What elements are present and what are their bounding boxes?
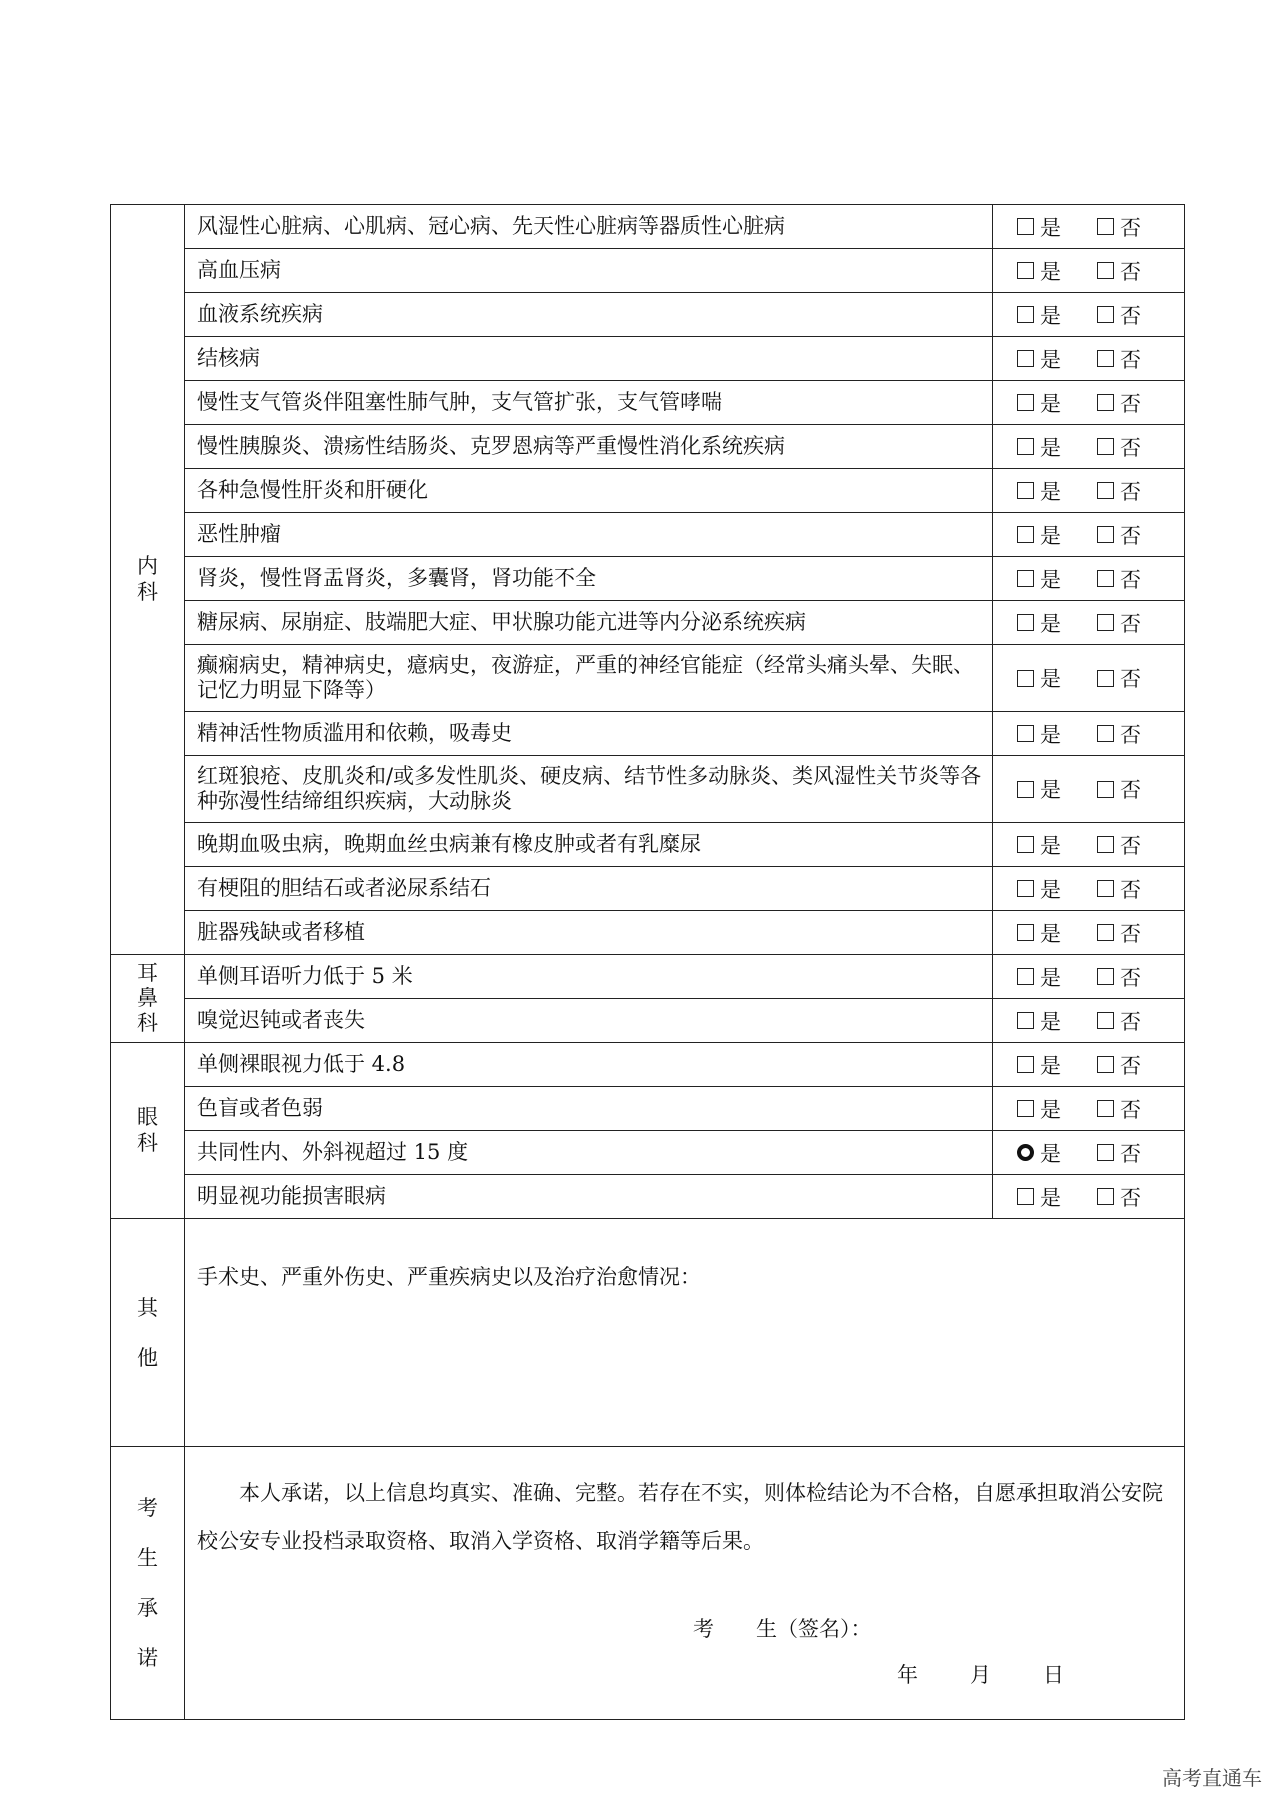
table-row bbox=[111, 205, 1185, 249]
table-row bbox=[111, 955, 1185, 999]
no-label: 否 bbox=[1120, 347, 1141, 372]
condition-item: 癫痫病史，精神病史，癔病史，夜游症，严重的神经官能症（经常头痛头晕、失眠、记忆力明显下降等） bbox=[185, 645, 993, 712]
table-row bbox=[111, 867, 1185, 911]
category-promise-char: 承 bbox=[137, 1596, 158, 1620]
yes-no-options bbox=[993, 205, 1185, 249]
table-row bbox=[111, 756, 1185, 823]
yes-checkbox[interactable] bbox=[1017, 1100, 1034, 1117]
yes-label: 是 bbox=[1040, 479, 1061, 504]
no-checkbox[interactable] bbox=[1097, 880, 1114, 897]
yes-label: 是 bbox=[1040, 347, 1061, 372]
health-declaration-table bbox=[110, 204, 1185, 1720]
yes-label: 是 bbox=[1040, 611, 1061, 636]
table-row bbox=[111, 911, 1185, 955]
condition-item: 风湿性心脏病、心肌病、冠心病、先天性心脏病等器质性心脏病 bbox=[185, 205, 993, 249]
yes-checkbox[interactable] bbox=[1017, 262, 1034, 279]
category-internal-char: 科 bbox=[137, 579, 158, 604]
yes-no-options bbox=[993, 1043, 1185, 1087]
condition-item: 单侧裸眼视力低于 4.8 bbox=[185, 1043, 993, 1087]
yes-no-options bbox=[993, 823, 1185, 867]
no-label: 否 bbox=[1120, 259, 1141, 284]
yes-no-options bbox=[993, 1131, 1185, 1175]
yes-checkbox[interactable] bbox=[1017, 482, 1034, 499]
yes-checkbox[interactable] bbox=[1017, 725, 1034, 742]
yes-no-options bbox=[993, 557, 1185, 601]
condition-item: 糖尿病、尿崩症、肢端肥大症、甲状腺功能亢进等内分泌系统疾病 bbox=[185, 601, 993, 645]
condition-item: 单侧耳语听力低于 5 米 bbox=[185, 955, 993, 999]
yes-label: 是 bbox=[1040, 778, 1061, 802]
table-row bbox=[111, 601, 1185, 645]
yes-label: 是 bbox=[1040, 1141, 1061, 1166]
no-checkbox[interactable] bbox=[1097, 781, 1114, 798]
table-row bbox=[111, 469, 1185, 513]
yes-label: 是 bbox=[1040, 1097, 1061, 1122]
no-checkbox[interactable] bbox=[1097, 306, 1114, 323]
yes-label: 是 bbox=[1040, 1053, 1061, 1078]
no-label: 否 bbox=[1120, 877, 1141, 902]
table-row bbox=[111, 337, 1185, 381]
no-label: 否 bbox=[1120, 722, 1141, 747]
yes-label: 是 bbox=[1040, 391, 1061, 416]
yes-checkbox[interactable] bbox=[1017, 438, 1034, 455]
yes-checkbox[interactable] bbox=[1017, 1188, 1034, 1205]
yes-no-options bbox=[993, 513, 1185, 557]
promise-text: 本人承诺，以上信息均真实、准确、完整。若存在不实，则体检结论为不合格，自愿承担取消公安院校公安专业投档录取资格、取消入学资格、取消学籍等后果。 bbox=[197, 1481, 1163, 1553]
category-promise-char: 考 bbox=[137, 1496, 158, 1520]
no-label: 否 bbox=[1120, 567, 1141, 592]
yes-no-options bbox=[993, 249, 1185, 293]
condition-item: 高血压病 bbox=[185, 249, 993, 293]
date-line[interactable] bbox=[197, 1659, 1174, 1689]
yes-no-options bbox=[993, 425, 1185, 469]
table-row bbox=[111, 293, 1185, 337]
yes-label: 是 bbox=[1040, 523, 1061, 548]
no-label: 否 bbox=[1120, 1141, 1141, 1166]
yes-radio-selected[interactable] bbox=[1017, 1144, 1034, 1161]
yes-no-options bbox=[993, 381, 1185, 425]
no-label: 否 bbox=[1120, 833, 1141, 858]
no-label: 否 bbox=[1120, 215, 1141, 240]
category-promise-char: 诺 bbox=[137, 1646, 158, 1670]
no-label: 否 bbox=[1120, 1009, 1141, 1034]
yes-checkbox[interactable] bbox=[1017, 781, 1034, 798]
no-label: 否 bbox=[1120, 1053, 1141, 1078]
category-other-char: 他 bbox=[137, 1345, 158, 1370]
signature-line[interactable] bbox=[197, 1613, 1174, 1643]
no-checkbox[interactable] bbox=[1097, 482, 1114, 499]
yes-checkbox[interactable] bbox=[1017, 880, 1034, 897]
condition-item: 晚期血吸虫病，晚期血丝虫病兼有橡皮肿或者有乳糜尿 bbox=[185, 823, 993, 867]
condition-item: 有梗阻的胆结石或者泌尿系结石 bbox=[185, 867, 993, 911]
no-checkbox[interactable] bbox=[1097, 614, 1114, 631]
yes-label: 是 bbox=[1040, 567, 1061, 592]
no-checkbox[interactable] bbox=[1097, 526, 1114, 543]
yes-label: 是 bbox=[1040, 435, 1061, 460]
table-row bbox=[111, 1175, 1185, 1219]
no-label: 否 bbox=[1120, 435, 1141, 460]
no-label: 否 bbox=[1120, 921, 1141, 946]
yes-checkbox[interactable] bbox=[1017, 614, 1034, 631]
category-other-char: 其 bbox=[137, 1295, 158, 1320]
promise-row bbox=[111, 1447, 1185, 1720]
yes-checkbox[interactable] bbox=[1017, 218, 1034, 235]
condition-item: 恶性肿瘤 bbox=[185, 513, 993, 557]
condition-item: 血液系统疾病 bbox=[185, 293, 993, 337]
condition-item: 嗅觉迟钝或者丧失 bbox=[185, 999, 993, 1043]
condition-item: 慢性支气管炎伴阻塞性肺气肿，支气管扩张，支气管哮喘 bbox=[185, 381, 993, 425]
table-row bbox=[111, 381, 1185, 425]
category-eye-char: 科 bbox=[137, 1130, 158, 1155]
no-checkbox[interactable] bbox=[1097, 218, 1114, 235]
yes-no-options bbox=[993, 999, 1185, 1043]
no-label: 否 bbox=[1120, 479, 1141, 504]
yes-no-options bbox=[993, 1175, 1185, 1219]
table-row bbox=[111, 823, 1185, 867]
no-checkbox[interactable] bbox=[1097, 924, 1114, 941]
signature-label: 考 生（签名）： bbox=[693, 1617, 872, 1641]
yes-label: 是 bbox=[1040, 877, 1061, 902]
table-row bbox=[111, 1087, 1185, 1131]
no-label: 否 bbox=[1120, 391, 1141, 416]
yes-label: 是 bbox=[1040, 667, 1061, 691]
no-checkbox[interactable] bbox=[1097, 1144, 1114, 1161]
yes-checkbox[interactable] bbox=[1017, 836, 1034, 853]
condition-item: 结核病 bbox=[185, 337, 993, 381]
yes-label: 是 bbox=[1040, 303, 1061, 328]
yes-no-options bbox=[993, 601, 1185, 645]
category-eye-char: 眼 bbox=[137, 1105, 158, 1130]
no-checkbox[interactable] bbox=[1097, 1188, 1114, 1205]
no-checkbox[interactable] bbox=[1097, 1056, 1114, 1073]
yes-checkbox[interactable] bbox=[1017, 1056, 1034, 1073]
yes-no-options bbox=[993, 337, 1185, 381]
no-label: 否 bbox=[1120, 667, 1141, 691]
yes-checkbox[interactable] bbox=[1017, 968, 1034, 985]
category-ent-char: 科 bbox=[137, 1011, 158, 1036]
no-checkbox[interactable] bbox=[1097, 1100, 1114, 1117]
no-checkbox[interactable] bbox=[1097, 670, 1114, 687]
other-history-field[interactable]: 手术史、严重外伤史、严重疾病史以及治疗治愈情况： bbox=[185, 1219, 1185, 1447]
category-promise bbox=[111, 1447, 185, 1720]
condition-item: 明显视功能损害眼病 bbox=[185, 1175, 993, 1219]
yes-checkbox[interactable] bbox=[1017, 924, 1034, 941]
condition-item: 慢性胰腺炎、溃疡性结肠炎、克罗恩病等严重慢性消化系统疾病 bbox=[185, 425, 993, 469]
no-label: 否 bbox=[1120, 303, 1141, 328]
table-row bbox=[111, 999, 1185, 1043]
category-internal-char: 内 bbox=[137, 554, 158, 579]
table-row bbox=[111, 1131, 1185, 1175]
yes-label: 是 bbox=[1040, 965, 1061, 990]
no-checkbox[interactable] bbox=[1097, 570, 1114, 587]
yes-label: 是 bbox=[1040, 1009, 1061, 1034]
category-other bbox=[111, 1219, 185, 1447]
table-row bbox=[111, 513, 1185, 557]
category-internal bbox=[111, 205, 185, 955]
yes-checkbox[interactable] bbox=[1017, 526, 1034, 543]
yes-label: 是 bbox=[1040, 1185, 1061, 1210]
yes-label: 是 bbox=[1040, 921, 1061, 946]
date-day-label: 日 bbox=[1043, 1663, 1064, 1687]
category-ent-char: 鼻 bbox=[137, 985, 158, 1010]
no-checkbox[interactable] bbox=[1097, 350, 1114, 367]
table-row bbox=[111, 425, 1185, 469]
yes-no-options bbox=[993, 867, 1185, 911]
no-label: 否 bbox=[1120, 611, 1141, 636]
table-row bbox=[111, 557, 1185, 601]
yes-checkbox[interactable] bbox=[1017, 394, 1034, 411]
no-checkbox[interactable] bbox=[1097, 262, 1114, 279]
yes-no-options bbox=[993, 756, 1185, 823]
yes-no-options bbox=[993, 911, 1185, 955]
yes-checkbox[interactable] bbox=[1017, 1012, 1034, 1029]
no-checkbox[interactable] bbox=[1097, 725, 1114, 742]
table-row bbox=[111, 249, 1185, 293]
yes-checkbox[interactable] bbox=[1017, 306, 1034, 323]
yes-checkbox[interactable] bbox=[1017, 350, 1034, 367]
condition-item: 精神活性物质滥用和依赖，吸毒史 bbox=[185, 712, 993, 756]
no-label: 否 bbox=[1120, 1097, 1141, 1122]
watermark: 高考直通车 bbox=[1162, 1766, 1262, 1790]
table-row bbox=[111, 645, 1185, 712]
no-checkbox[interactable] bbox=[1097, 394, 1114, 411]
yes-checkbox[interactable] bbox=[1017, 570, 1034, 587]
date-month-label: 月 bbox=[970, 1663, 991, 1687]
yes-no-options bbox=[993, 955, 1185, 999]
no-label: 否 bbox=[1120, 1185, 1141, 1210]
no-label: 否 bbox=[1120, 778, 1141, 802]
yes-no-options bbox=[993, 645, 1185, 712]
yes-label: 是 bbox=[1040, 833, 1061, 858]
yes-no-options bbox=[993, 712, 1185, 756]
table-row bbox=[111, 1043, 1185, 1087]
condition-item: 色盲或者色弱 bbox=[185, 1087, 993, 1131]
no-label: 否 bbox=[1120, 965, 1141, 990]
yes-label: 是 bbox=[1040, 215, 1061, 240]
condition-item: 共同性内、外斜视超过 15 度 bbox=[185, 1131, 993, 1175]
yes-checkbox[interactable] bbox=[1017, 670, 1034, 687]
yes-no-options bbox=[993, 469, 1185, 513]
no-checkbox[interactable] bbox=[1097, 438, 1114, 455]
yes-label: 是 bbox=[1040, 259, 1061, 284]
yes-no-options bbox=[993, 293, 1185, 337]
category-ent bbox=[111, 955, 185, 1043]
condition-item: 脏器残缺或者移植 bbox=[185, 911, 993, 955]
condition-item: 红斑狼疮、皮肌炎和/或多发性肌炎、硬皮病、结节性多动脉炎、类风湿性关节炎等各种弥漫性结缔组织疾病，大动脉炎 bbox=[185, 756, 993, 823]
no-label: 否 bbox=[1120, 523, 1141, 548]
yes-label: 是 bbox=[1040, 722, 1061, 747]
date-year-label: 年 bbox=[897, 1663, 918, 1687]
no-checkbox[interactable] bbox=[1097, 836, 1114, 853]
no-checkbox[interactable] bbox=[1097, 968, 1114, 985]
no-checkbox[interactable] bbox=[1097, 1012, 1114, 1029]
other-row bbox=[111, 1219, 1185, 1447]
condition-item: 肾炎，慢性肾盂肾炎，多囊肾，肾功能不全 bbox=[185, 557, 993, 601]
promise-section bbox=[185, 1447, 1185, 1720]
category-promise-char: 生 bbox=[137, 1546, 158, 1570]
yes-no-options bbox=[993, 1087, 1185, 1131]
category-eye bbox=[111, 1043, 185, 1219]
condition-item: 各种急慢性肝炎和肝硬化 bbox=[185, 469, 993, 513]
table-row bbox=[111, 712, 1185, 756]
category-ent-char: 耳 bbox=[137, 960, 158, 985]
